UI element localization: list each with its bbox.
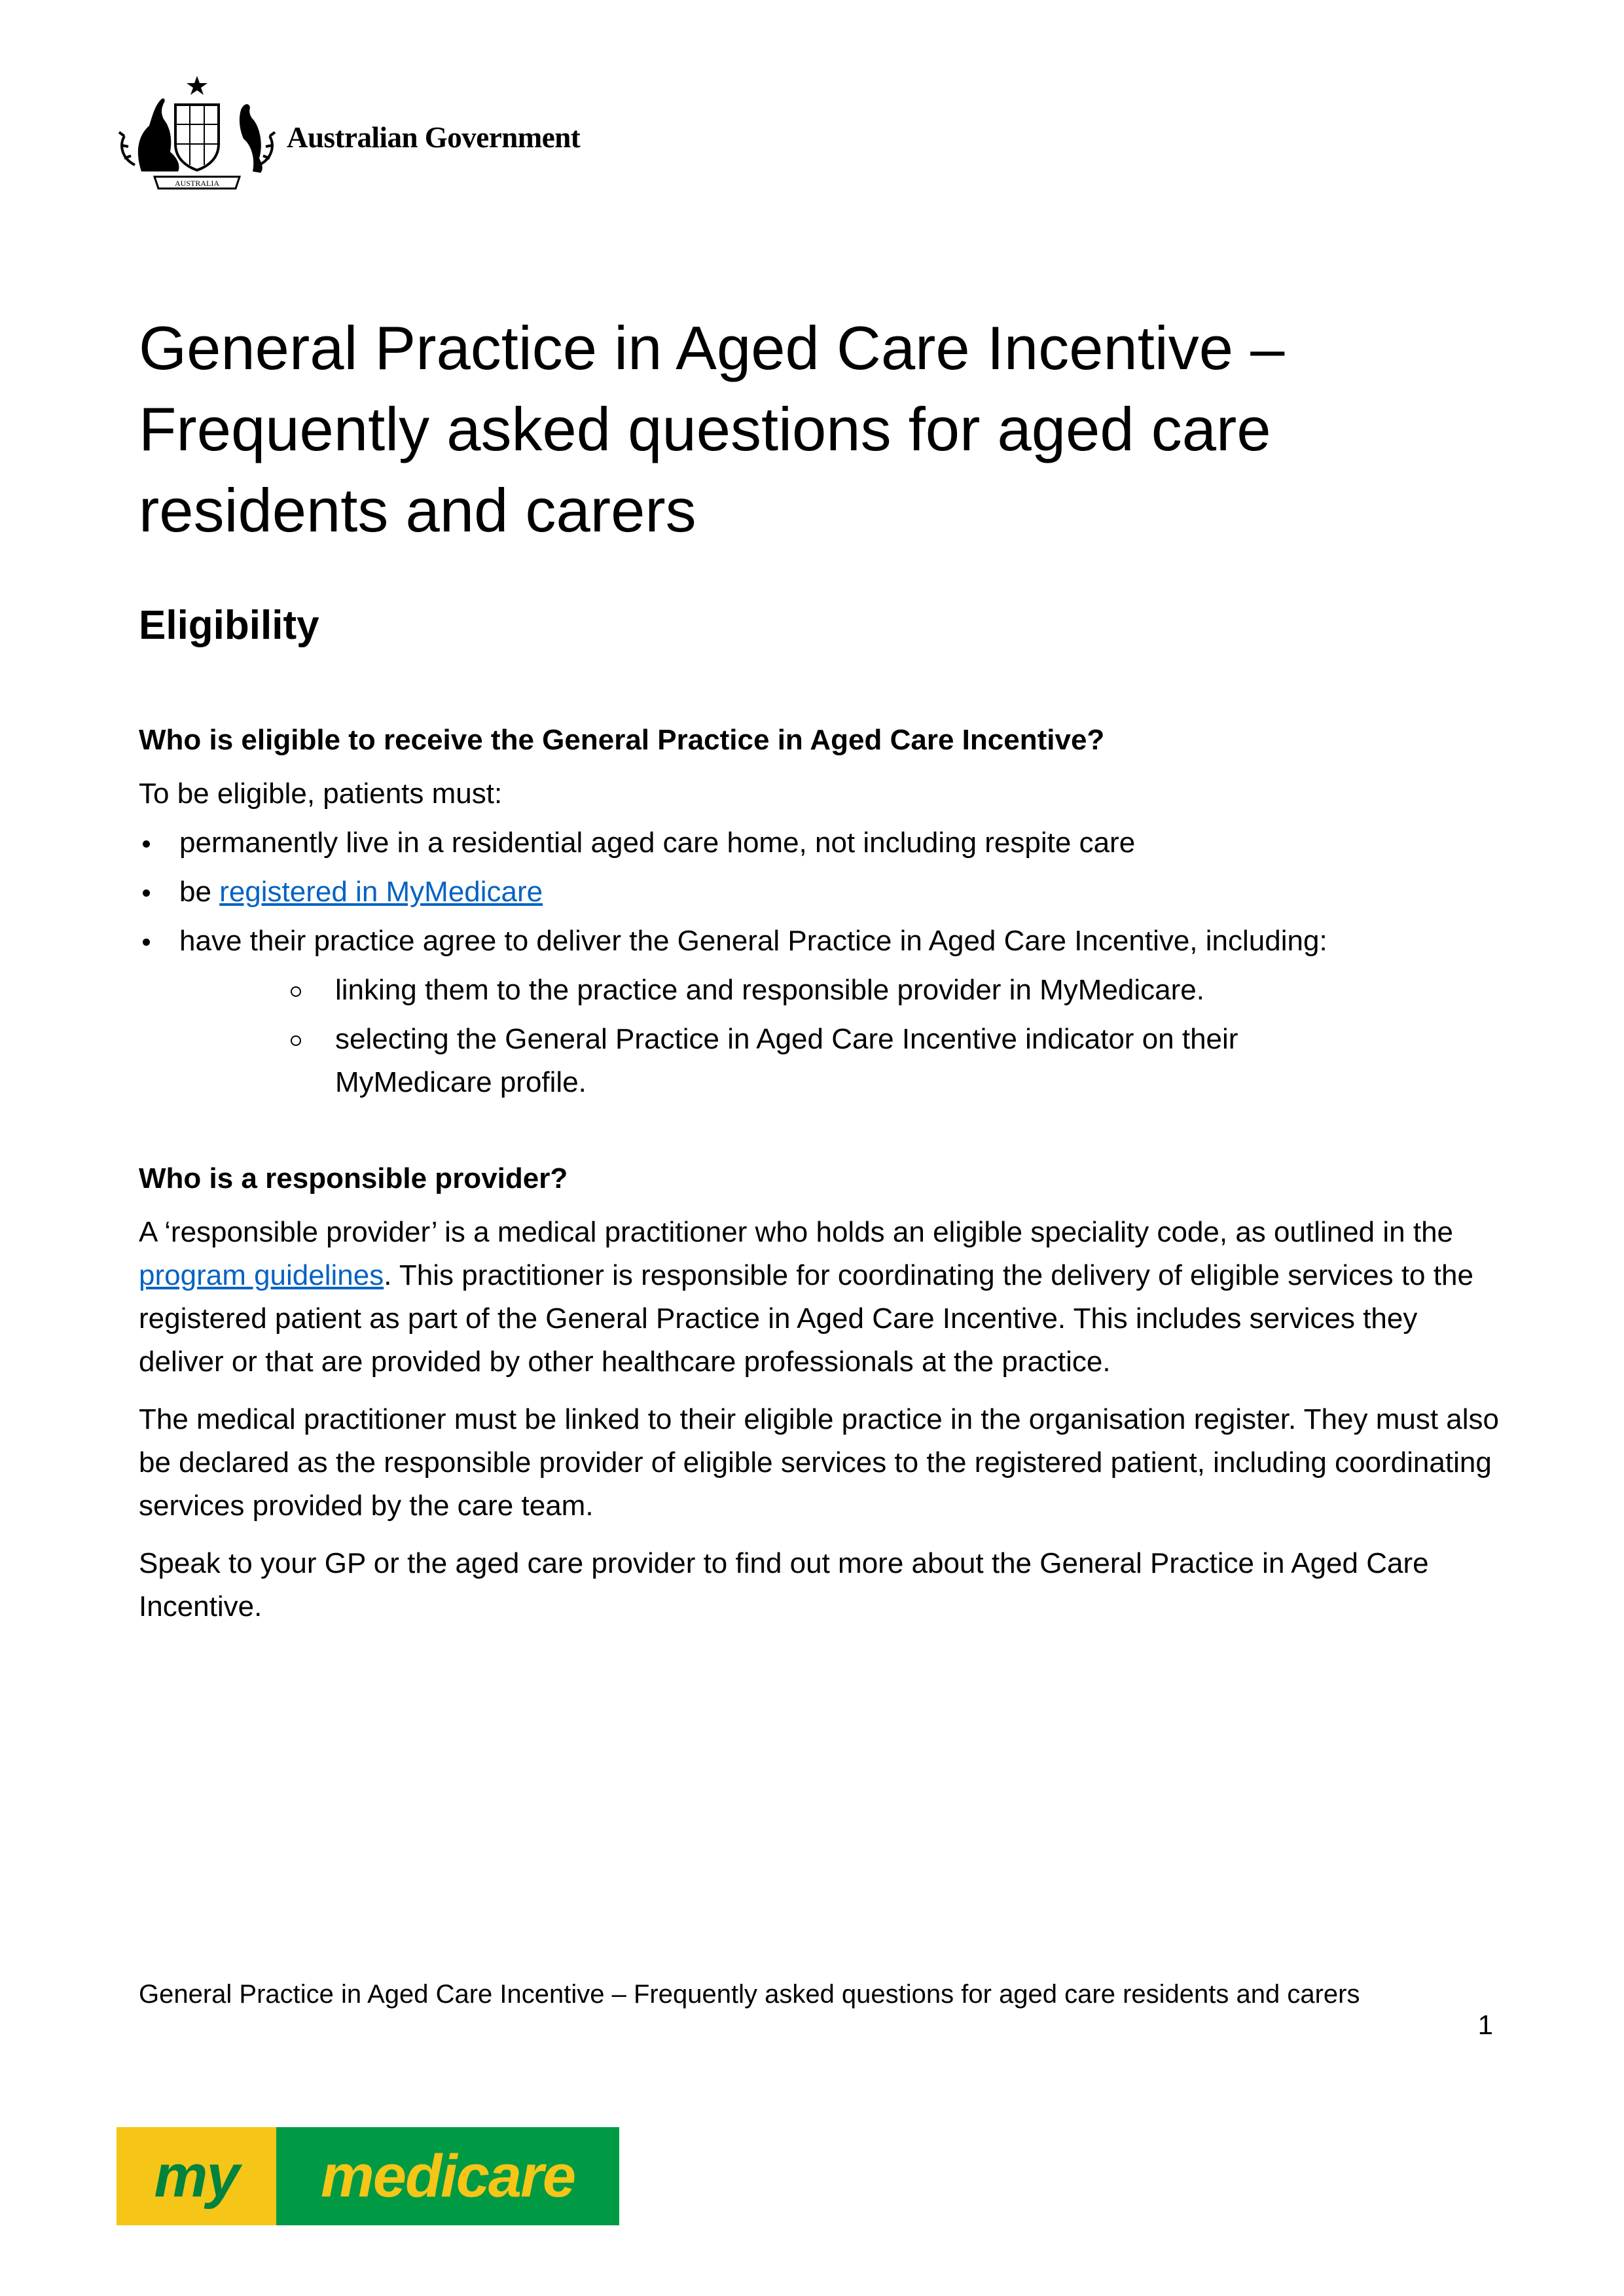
question-responsible-provider: Who is a responsible provider? <box>139 1162 568 1194</box>
hollow-bullet-icon <box>291 986 301 997</box>
list-item: have their practice agree to deliver the General Practice in Aged Care Incentive, including: <box>139 920 1500 963</box>
program-guidelines-link[interactable]: program guidelines <box>139 1259 384 1291</box>
responsible-provider-definition: A ‘responsible provider’ is a medical practitioner who holds an eligible speciality code, as outlined in the program guidelines. This practitioner is responsible for coordinating the delivery of eligible services to the registered patient as part of the General Practice in Aged Care Incentive. This includes services they deliver or that are provided by other healthcare professionals at the practice. <box>139 1216 1473 1378</box>
government-header <box>115 73 613 191</box>
footer-document-title: General Practice in Aged Care Incentive – Frequently asked questions for aged care residents and carers <box>139 1980 1360 2009</box>
registered-in-mymedicare-link[interactable]: registered in MyMedicare <box>219 876 543 908</box>
question-eligibility: Who is eligible to receive the General Practice in Aged Care Incentive? <box>139 724 1105 756</box>
eligibility-faq <box>139 719 1500 1110</box>
page-title: General Practice in Aged Care Incentive – Frequently asked questions for aged care residents and carers <box>139 314 1285 545</box>
bullet-icon <box>143 889 150 897</box>
section-heading-eligibility: Eligibility <box>139 603 319 648</box>
contact-gp-paragraph: Speak to your GP or the aged care provider to find out more about the General Practice in Aged Care Incentive. <box>139 1547 1429 1623</box>
government-name: Australian Government <box>287 121 581 154</box>
responsible-provider-faq <box>139 1157 1500 1628</box>
list-item: permanently live in a residential aged care home, not including respite care <box>139 821 1500 865</box>
logo-medicare: medicare <box>276 2127 619 2225</box>
bullet-icon <box>143 840 150 848</box>
logo-my: my <box>117 2127 276 2225</box>
sub-list-item: selecting the General Practice in Aged Care Incentive indicator on their MyMedicare profile. <box>139 1018 1500 1104</box>
eligibility-criteria-list <box>139 821 1500 963</box>
svg-text:AUSTRALIA: AUSTRALIA <box>175 179 219 188</box>
linking-requirement-paragraph: The medical practitioner must be linked to their eligible practice in the organisation register. They must also be declared as the responsible provider of eligible services to the registered patient, including coordinating services provided by the care team. <box>139 1403 1500 1522</box>
mymedicare-logo <box>117 2127 619 2225</box>
hollow-bullet-icon <box>291 1035 301 1046</box>
practice-agreement-sublist <box>139 969 1500 1104</box>
eligibility-intro: To be eligible, patients must: <box>139 778 503 810</box>
bullet-icon <box>143 939 150 946</box>
sub-list-item: linking them to the practice and responsible provider in MyMedicare. <box>139 969 1500 1012</box>
page-number: 1 <box>1477 2009 1493 2040</box>
list-item: be registered in MyMedicare <box>139 870 1500 914</box>
coat-of-arms-icon <box>115 73 279 191</box>
